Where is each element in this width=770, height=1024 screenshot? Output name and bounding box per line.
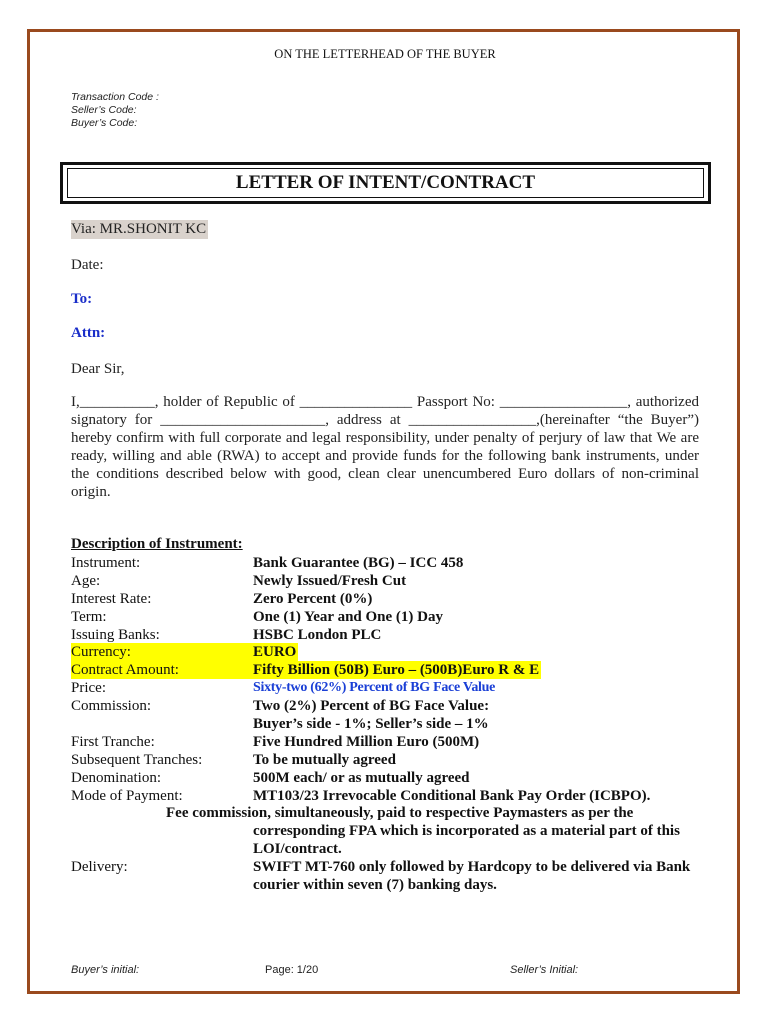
contract-amount-row [71,661,711,679]
codes-block [71,91,159,130]
fee-line-2: corresponding FPA which is incorporated as a material part of this [253,823,680,839]
row-value: Five Hundred Million Euro (500M) [253,734,480,750]
fee-line-1: Fee commission, simultaneously, paid to respective Paymasters as per the [166,805,634,821]
to-label: To: [71,291,93,307]
seller-initial-label: Seller’s Initial: [510,964,579,976]
row-value: 500M each/ or as mutually agreed [253,770,470,786]
page-number: Page: 1/20 [265,964,319,976]
subsequent-tranches-row [71,751,711,769]
row-label: Term: [71,609,107,625]
row-label: Interest Rate: [71,591,152,607]
interest-rate-row [71,590,711,608]
term-row [71,608,711,626]
row-label: Price: [71,680,106,696]
delivery-line-2: courier within seven (7) banking days. [253,877,497,893]
row-label: Mode of Payment: [71,788,183,804]
buyer-initial-label: Buyer’s initial: [71,964,140,976]
salutation: Dear Sir, [71,361,125,377]
description-heading: Description of Instrument: [71,536,243,552]
row-value: EURO [253,644,297,660]
document-title: LETTER OF INTENT/CONTRACT [67,168,704,198]
transaction-code-label: Transaction Code : [71,91,159,103]
row-label: Delivery: [71,859,128,875]
row-value: MT103/23 Irrevocable Conditional Bank Pay Order (ICBPO). [253,788,651,804]
issuing-banks-row [71,626,711,644]
row-value: Buyer’s side - 1%; Seller’s side – 1% [253,716,489,732]
fee-line-3: LOI/contract. [253,841,342,857]
sellers-code-label: Seller’s Code: [71,104,137,116]
row-value: Two (2%) Percent of BG Face Value: [253,698,490,714]
row-value: To be mutually agreed [253,752,396,768]
instrument-row [71,554,711,572]
title-box [60,162,711,204]
age-row [71,572,711,590]
row-label: Contract Amount: [71,661,253,679]
letterhead-note: ON THE LETTERHEAD OF THE BUYER [274,47,496,61]
row-label: Commission: [71,698,152,714]
row-label: Subsequent Tranches: [71,752,203,768]
price-row [71,679,711,697]
row-value: SWIFT MT-760 only followed by Hardcopy to be delivered via Bank [253,859,691,875]
date-label: Date: [71,257,104,273]
buyers-code-label: Buyer’s Code: [71,117,138,129]
row-label: Instrument: [71,555,141,571]
via-line: Via: MR.SHONIT KC [71,221,207,237]
intro-paragraph: I,__________, holder of Republic of _______________ Passport No: _________________, authorized signatory for ______________________, address at _________________,(hereinafter “the Buyer”) hereby confirm with full corporate and legal responsibility, under penalty of perjury of law that We are ready, willing and able (RWA) to accept and provide funds for the following bank instruments, under the conditions described below with good, clean clear unencumbered Euro dollars of non-criminal origin. [71,394,699,500]
delivery-row [71,858,711,876]
row-label: First Tranche: [71,734,155,750]
first-tranche-row [71,733,711,751]
denomination-row [71,769,711,787]
row-value: Newly Issued/Fresh Cut [253,573,407,589]
row-label: Denomination: [71,770,161,786]
row-value: Bank Guarantee (BG) – ICC 458 [253,555,464,571]
row-value: HSBC London PLC [253,627,382,643]
currency-row [71,643,711,661]
row-value: Zero Percent (0%) [253,591,373,607]
mode-of-payment-row [71,787,711,805]
row-label: Issuing Banks: [71,627,160,643]
row-value: Fifty Billion (50B) Euro – (500B)Euro R & E [253,662,540,678]
row-value: One (1) Year and One (1) Day [253,609,443,625]
attn-label: Attn: [71,325,106,341]
row-label: Age: [71,573,101,589]
row-label: Currency: [71,643,253,661]
commission-row [71,697,711,715]
row-value: Sixty-two (62%) Percent of BG Face Value [253,680,496,695]
commission-split-row [71,715,711,733]
